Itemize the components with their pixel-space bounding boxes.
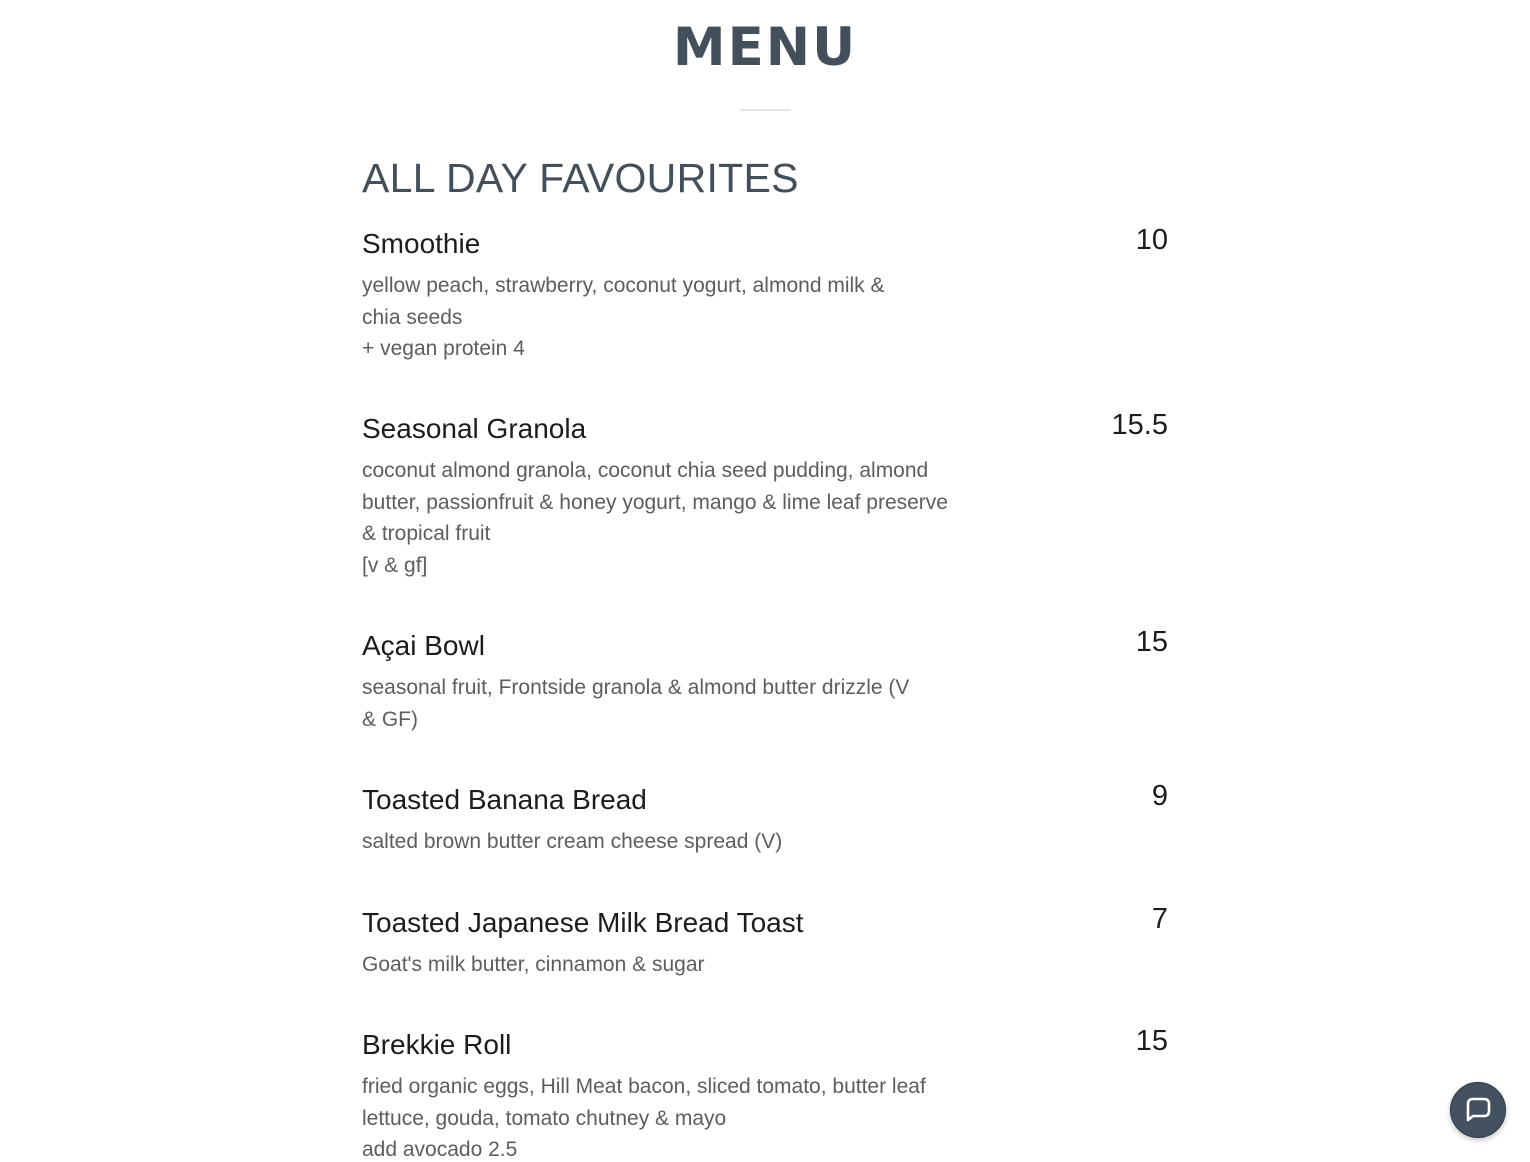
menu-item-toasted-banana-bread [362, 782, 1168, 858]
item-description-line: coconut almond granola, coconut chia seed pudding, almond [362, 459, 929, 482]
menu-item-smoothie [362, 226, 1168, 365]
item-description-line: + vegan protein 4 [362, 337, 525, 361]
item-description-line: chia seeds [362, 305, 463, 329]
menu-item-acai-bowl [362, 628, 1168, 735]
item-name: Seasonal Granola [362, 413, 587, 444]
item-description-line: seasonal fruit, Frontside granola & almond butter drizzle (V [362, 676, 910, 699]
item-description-line: yellow peach, strawberry, coconut yogurt, almond milk & [362, 274, 885, 297]
item-description-line: & tropical fruit [362, 522, 491, 546]
item-price: 10 [1135, 224, 1168, 256]
item-description [362, 826, 942, 858]
title-divider [740, 109, 791, 111]
item-name: Toasted Banana Bread [362, 784, 647, 815]
item-description [362, 949, 942, 981]
item-price: 15 [1135, 1025, 1168, 1057]
menu-title: MENU [672, 17, 858, 78]
menu-item-japanese-milk-bread-toast [362, 905, 1168, 981]
item-price: 9 [1151, 780, 1168, 812]
item-description-line: & GF) [362, 707, 418, 731]
item-description-line: fried organic eggs, Hill Meat bacon, sliced tomato, butter leaf [362, 1075, 926, 1098]
item-name: Smoothie [362, 228, 481, 259]
item-description [362, 1071, 942, 1162]
menu-item-seasonal-granola [362, 411, 1168, 581]
item-description-line: butter, passionfruit & honey yogurt, mango & lime leaf preserve [362, 490, 948, 514]
item-description-line: [v & gf] [362, 553, 428, 577]
item-price: 7 [1151, 903, 1168, 935]
chat-bubble-icon [1462, 1094, 1494, 1126]
item-description [362, 672, 942, 735]
item-description [362, 270, 942, 365]
item-description-line: Goat's milk butter, cinnamon & sugar [362, 953, 705, 976]
item-description-line: salted brown butter cream cheese spread (V) [362, 830, 783, 853]
chat-button[interactable] [1450, 1082, 1506, 1138]
item-name: Toasted Japanese Milk Bread Toast [362, 907, 804, 938]
section-title: ALL DAY FAVOURITES [362, 155, 799, 201]
item-name: Açai Bowl [362, 630, 485, 661]
item-description-line: add avocado 2.5 [362, 1138, 518, 1162]
item-description-line: lettuce, gouda, tomato chutney & mayo [362, 1106, 727, 1130]
item-price: 15 [1135, 626, 1168, 658]
item-description [362, 455, 948, 581]
item-name: Brekkie Roll [362, 1029, 512, 1060]
menu-item-brekkie-roll [362, 1027, 1168, 1162]
item-price: 15.5 [1111, 409, 1168, 441]
